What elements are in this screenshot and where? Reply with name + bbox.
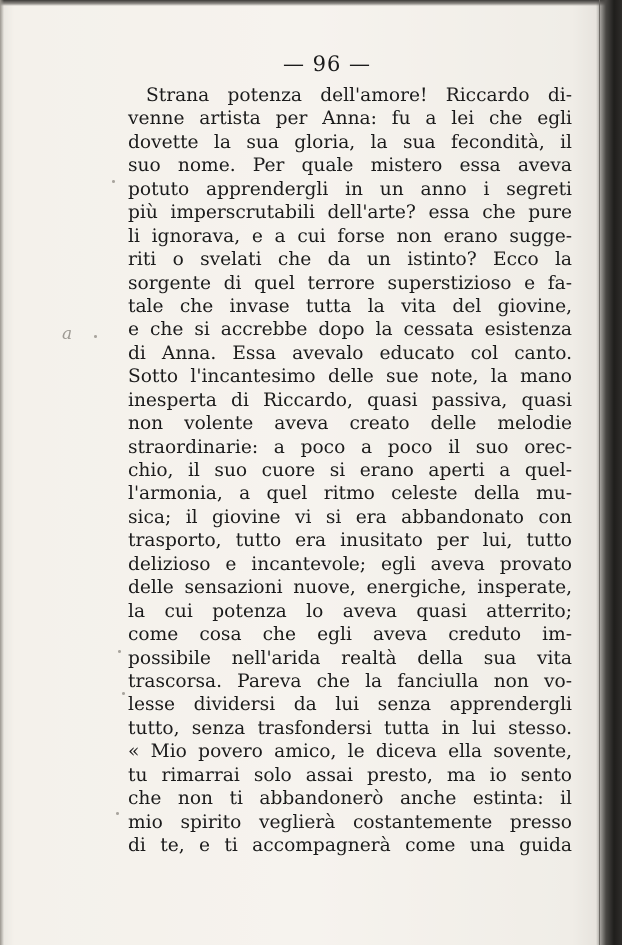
- text-line: Sotto l'incantesimo delle sue note, la mano: [128, 366, 572, 388]
- text-line: tu rimarrai solo assai presto, ma io sento: [128, 764, 572, 786]
- text-line: chio, il suo cuore si erano aperti a quel-: [128, 460, 572, 481]
- binding-line: [599, 0, 600, 945]
- text-line: come cosa che egli aveva creduto im-: [128, 624, 572, 646]
- text-line: delizioso e incantevole; egli aveva provato: [128, 553, 572, 575]
- text-line: più imperscrutabili dell'arte? essa che pure: [128, 202, 572, 224]
- page-left-edge: [0, 0, 4, 945]
- text-line: e che si accrebbe dopo la cessata esistenza: [128, 319, 572, 341]
- text-line: possibile nell'arida realtà della sua vita: [128, 647, 572, 669]
- body-text: [128, 84, 572, 857]
- text-line: dovette la sua gloria, la sua fecondità, il: [128, 131, 572, 153]
- text-line: che non ti abbandonerò anche estinta: il: [128, 788, 572, 810]
- text-line: « Mio povero amico, le diceva ella sovente,: [128, 741, 572, 763]
- margin-mark: [112, 180, 115, 183]
- text-line: l'armonia, a quel ritmo celeste della mu-: [128, 483, 572, 505]
- text-line: trasporto, tutto era inusitato per lui, tutto: [128, 530, 572, 552]
- margin-annotation: a: [62, 324, 73, 344]
- text-line: mio spirito veglierà costantemente presso: [128, 811, 572, 833]
- page-top-edge: [0, 0, 622, 6]
- text-line: la cui potenza lo aveva quasi atterrito;: [128, 600, 572, 622]
- text-line: suo nome. Per quale mistero essa aveva: [128, 155, 572, 177]
- text-line: sica; il giovine vi si era abbandonato con: [128, 506, 572, 528]
- margin-mark: [94, 335, 97, 338]
- text-line: tutto, senza trasfondersi tutta in lui stesso.: [128, 717, 572, 739]
- text-line: di Anna. Essa avevalo educato col canto.: [128, 342, 572, 364]
- margin-mark: [116, 812, 119, 815]
- text-line: Strana potenza dell'amore! Riccardo di-: [146, 85, 572, 106]
- text-line: potuto apprendergli in un anno i segreti: [128, 178, 572, 200]
- margin-mark: [122, 692, 125, 695]
- text-line: riti o svelati che da un istinto? Ecco la: [128, 249, 572, 271]
- text-line: trascorsa. Pareva che la fanciulla non vo-: [128, 670, 572, 692]
- text-line: venne artista per Anna: fu a lei che egli: [128, 108, 572, 130]
- margin-mark: [118, 650, 121, 653]
- text-line: sorgente di quel terrore superstizioso e fa-: [128, 272, 572, 294]
- text-line: straordinarie: a poco a poco il suo orec-: [128, 436, 572, 458]
- text-line: di te, e ti accompagnerà come una guida: [128, 835, 572, 856]
- text-line: lesse dividersi da lui senza apprendergli: [128, 694, 572, 716]
- text-line: li ignorava, e a cui forse non erano sugge-: [128, 225, 572, 247]
- page-number: — 96 —: [282, 52, 372, 76]
- text-line: inesperta di Riccardo, quasi passiva, quasi: [128, 389, 572, 411]
- text-line: delle sensazioni nuove, energiche, insperate,: [128, 577, 572, 599]
- text-line: non volente aveva creato delle melodie: [128, 413, 572, 435]
- text-line: tale che invase tutta la vita del giovine,: [128, 295, 572, 317]
